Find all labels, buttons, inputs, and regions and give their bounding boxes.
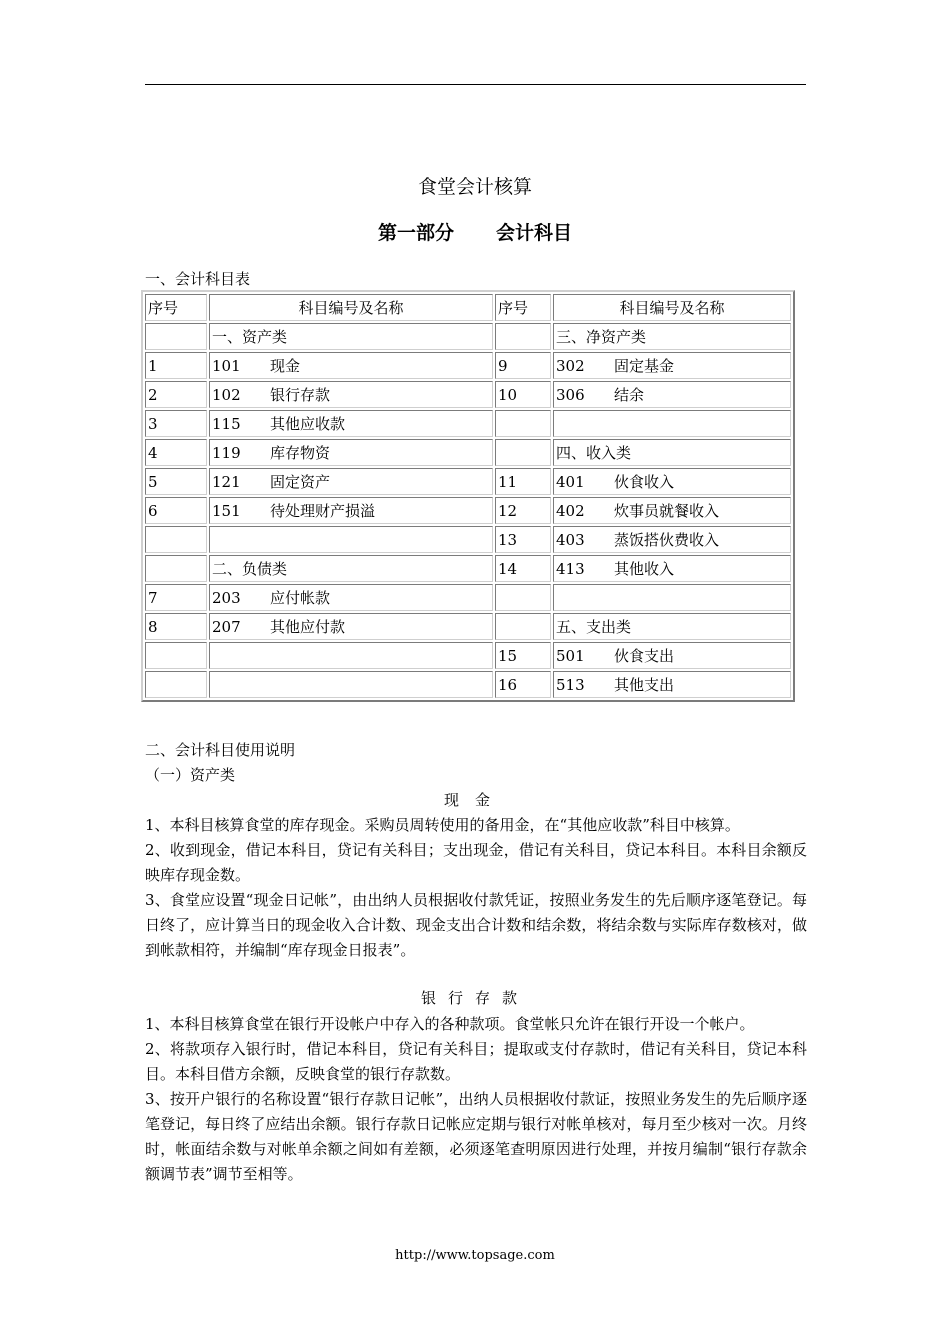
seq-cell — [145, 526, 207, 553]
subject-code: 413 — [556, 560, 585, 578]
table-row — [145, 555, 791, 582]
subject-name: 待处理财产损溢 — [270, 502, 376, 520]
part-name: 会计科目 — [496, 222, 573, 244]
table-row — [145, 323, 791, 350]
subject-cell — [209, 468, 493, 495]
header-seq: 序号 — [145, 294, 207, 321]
table-row — [145, 613, 791, 640]
subject-cell — [553, 468, 791, 495]
seq-cell: 12 — [495, 497, 551, 524]
seq-cell — [495, 613, 551, 640]
subject-cell — [553, 381, 791, 408]
subject-code: 302 — [556, 357, 585, 375]
subject-name: 其他应付款 — [270, 618, 346, 636]
subject-code: 403 — [556, 531, 585, 549]
subject-cell — [553, 526, 791, 553]
subject-name: 现金 — [270, 357, 301, 375]
subsection-heading: （一）资产类 — [145, 766, 236, 784]
subject-code: 513 — [556, 676, 585, 694]
subject-cell — [209, 526, 493, 553]
bank-paragraph-3: 3、按开户银行的名称设置“银行存款日记帐”，出纳人员根据收付款证，按照业务发生的先后顺序逐笔登记，每日终了应结出余额。银行存款日记帐应定期与银行对帐单核对，每月至少核对一次。月终时，帐面结余数与对帐单余额之间如有差额，必须逐笔查明原因进行处理，并按月编制“银行存款余额调节表”调节至相等。 — [145, 1090, 807, 1183]
subject-name: 银行存款 — [270, 386, 331, 404]
seq-cell: 7 — [145, 584, 207, 611]
table-row — [145, 381, 791, 408]
subject-cell — [553, 642, 791, 669]
subject-code: 401 — [556, 473, 585, 491]
subject-cell — [209, 671, 493, 698]
seq-cell: 8 — [145, 613, 207, 640]
table-row — [145, 410, 791, 437]
table-row — [145, 468, 791, 495]
subject-cell: 二、负债类 — [209, 555, 493, 582]
seq-cell: 2 — [145, 381, 207, 408]
seq-cell — [145, 323, 207, 350]
subject-code: 115 — [212, 415, 241, 433]
subject-code: 151 — [212, 502, 241, 520]
subject-name: 其他支出 — [614, 676, 675, 694]
seq-cell — [495, 584, 551, 611]
subject-cell: 一、资产类 — [209, 323, 493, 350]
cash-paragraph-1: 1、本科目核算食堂的库存现金。采购员周转使用的备用金，在“其他应收款”科目中核算。 — [145, 816, 740, 834]
seq-cell — [145, 555, 207, 582]
part-label: 第一部分 — [377, 222, 454, 244]
subject-cell — [209, 439, 493, 466]
seq-cell: 14 — [495, 555, 551, 582]
subject-code: 402 — [556, 502, 585, 520]
seq-cell — [145, 671, 207, 698]
section-1-heading: 一、会计科目表 — [145, 270, 251, 288]
table-row — [145, 584, 791, 611]
subject-cell — [209, 584, 493, 611]
seq-cell — [145, 642, 207, 669]
table-row — [145, 642, 791, 669]
subject-code: 306 — [556, 386, 585, 404]
subject-code: 501 — [556, 647, 585, 665]
part-title — [0, 218, 950, 245]
seq-cell: 9 — [495, 352, 551, 379]
subject-cell — [553, 410, 791, 437]
subject-name: 固定基金 — [614, 357, 675, 375]
subject-code: 101 — [212, 357, 241, 375]
bank-title: 银行存款 — [420, 989, 529, 1007]
accounts-table — [141, 290, 795, 702]
header-seq-2: 序号 — [495, 294, 551, 321]
subject-name: 库存物资 — [270, 444, 331, 462]
document-title: 食堂会计核算 — [417, 176, 532, 198]
footer-url: http://www.topsage.com — [395, 1248, 555, 1263]
seq-cell — [495, 410, 551, 437]
subject-name: 固定资产 — [270, 473, 331, 491]
subject-cell — [209, 642, 493, 669]
subject-cell — [209, 613, 493, 640]
cash-paragraph-3: 3、食堂应设置“现金日记帐”，由出纳人员根据收付款凭证，按照业务发生的先后顺序逐笔登记。每日终了，应计算当日的现金收入合计数、现金支出合计数和结余数，将结余数与实际库存数核对，做到帐款相符，并编制“库存现金日报表”。 — [145, 891, 807, 959]
table-row — [145, 671, 791, 698]
bank-paragraph-2: 2、将款项存入银行时，借记本科目，贷记有关科目；提取或支付存款时，借记有关科目，贷记本科目。本科目借方余额，反映食堂的银行存款数。 — [145, 1040, 807, 1083]
header-name: 科目编号及名称 — [209, 294, 493, 321]
seq-cell: 1 — [145, 352, 207, 379]
subject-code: 203 — [212, 589, 241, 607]
subject-cell: 五、支出类 — [553, 613, 791, 640]
seq-cell — [495, 323, 551, 350]
subject-name: 炊事员就餐收入 — [614, 502, 720, 520]
subject-name: 应付帐款 — [270, 589, 331, 607]
subject-cell — [553, 555, 791, 582]
subject-code: 102 — [212, 386, 241, 404]
header-name-2: 科目编号及名称 — [553, 294, 791, 321]
subject-code: 121 — [212, 473, 241, 491]
subject-name: 蒸饭搭伙费收入 — [614, 531, 720, 549]
subject-cell — [209, 381, 493, 408]
subject-cell: 四、收入类 — [553, 439, 791, 466]
cash-title: 现金 — [443, 791, 506, 809]
table-header-row — [145, 294, 791, 321]
seq-cell: 6 — [145, 497, 207, 524]
subject-name: 其他收入 — [614, 560, 675, 578]
subject-name: 其他应收款 — [270, 415, 346, 433]
table-row — [145, 526, 791, 553]
seq-cell: 13 — [495, 526, 551, 553]
subject-cell — [553, 671, 791, 698]
seq-cell: 11 — [495, 468, 551, 495]
subject-cell — [553, 584, 791, 611]
table-row — [145, 439, 791, 466]
subject-name: 伙食收入 — [614, 473, 675, 491]
subject-cell — [553, 352, 791, 379]
seq-cell: 3 — [145, 410, 207, 437]
subject-cell — [209, 410, 493, 437]
subject-code: 207 — [212, 618, 241, 636]
seq-cell — [495, 439, 551, 466]
seq-cell: 15 — [495, 642, 551, 669]
seq-cell: 5 — [145, 468, 207, 495]
header-rule — [145, 84, 806, 85]
table-row — [145, 352, 791, 379]
subject-cell — [209, 497, 493, 524]
subject-code: 119 — [212, 444, 241, 462]
table-row — [145, 497, 791, 524]
seq-cell: 4 — [145, 439, 207, 466]
subject-name: 结余 — [614, 386, 645, 404]
bank-paragraph-1: 1、本科目核算食堂在银行开设帐户中存入的各种款项。食堂帐只允许在银行开设一个帐户。 — [145, 1015, 755, 1033]
section-2-heading: 二、会计科目使用说明 — [145, 741, 296, 759]
seq-cell: 10 — [495, 381, 551, 408]
subject-cell — [553, 497, 791, 524]
subject-cell: 三、净资产类 — [553, 323, 791, 350]
seq-cell: 16 — [495, 671, 551, 698]
subject-name: 伙食支出 — [614, 647, 675, 665]
subject-cell — [209, 352, 493, 379]
cash-paragraph-2: 2、收到现金，借记本科目，贷记有关科目；支出现金，借记有关科目，贷记本科目。本科目余额反映库存现金数。 — [145, 841, 807, 884]
